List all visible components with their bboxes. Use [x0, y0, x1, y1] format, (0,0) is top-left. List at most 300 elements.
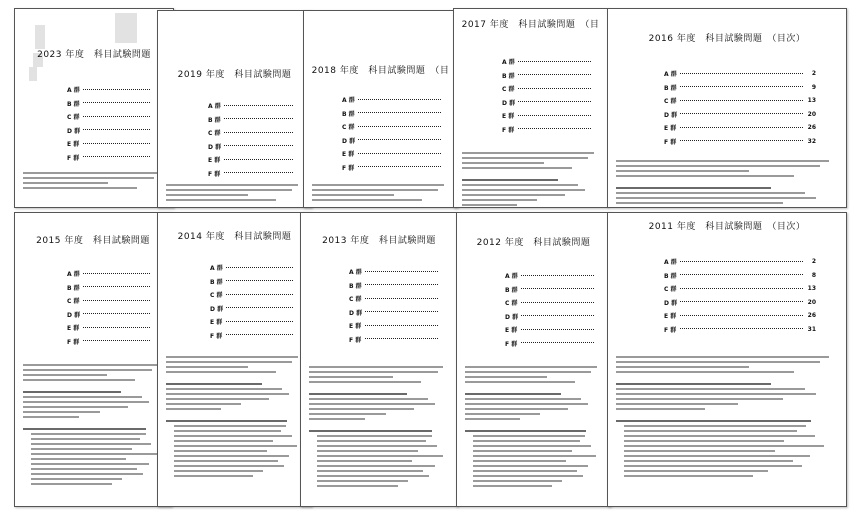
toc-row — [342, 120, 454, 134]
document-page-2019 — [157, 10, 312, 208]
toc-group-label: E 群 — [67, 141, 80, 149]
toc-group-label: B 群 — [664, 84, 677, 92]
toc-row — [208, 167, 306, 181]
fine-print-line — [616, 356, 829, 358]
document-page-2015 — [14, 212, 172, 507]
toc-leader-dots — [518, 74, 591, 75]
toc-leader-dots — [680, 315, 803, 316]
toc-leader-dots — [224, 105, 293, 106]
fine-print-line — [31, 443, 151, 445]
toc-group-label: C 群 — [208, 130, 221, 138]
page-title: 2019 年度 科目試験問題 — [177, 70, 292, 80]
toc-leader-dots — [365, 325, 438, 326]
toc-leader-dots — [358, 153, 441, 154]
toc-row — [664, 255, 816, 269]
toc-leader-dots — [83, 313, 150, 314]
fine-print-line — [317, 470, 423, 472]
toc-leader-dots — [83, 102, 150, 103]
toc-page-number: 13 — [807, 285, 816, 293]
fine-print-line — [309, 366, 443, 368]
fine-print-line — [616, 366, 749, 368]
toc-row — [342, 107, 454, 121]
document-page-2018 — [303, 10, 458, 208]
toc-row — [208, 99, 306, 113]
toc-page-number: 31 — [807, 325, 816, 333]
toc-group-label: C 群 — [67, 298, 80, 306]
fine-print-line — [23, 379, 135, 381]
fine-print-line — [23, 401, 149, 403]
toc-group-label: F 群 — [664, 138, 677, 146]
toc-leader-dots — [365, 284, 438, 285]
table-of-contents — [502, 55, 604, 136]
toc-leader-dots — [521, 342, 594, 343]
toc-leader-dots — [83, 327, 150, 328]
fine-print-line — [174, 430, 281, 432]
toc-group-label: E 群 — [67, 325, 80, 333]
toc-group-label: E 群 — [505, 327, 518, 335]
fine-print-line — [312, 199, 422, 201]
fine-print-line — [312, 189, 438, 191]
fine-print-line — [309, 430, 432, 432]
page-title: 2014 年度 科目試験問題 — [177, 232, 292, 242]
toc-row — [664, 67, 816, 81]
toc-row — [502, 109, 604, 123]
toc-leader-dots — [521, 329, 594, 330]
fine-print-line — [166, 366, 248, 368]
toc-group-label: A 群 — [502, 59, 515, 67]
table-of-contents — [664, 255, 816, 336]
toc-leader-dots — [521, 275, 594, 276]
toc-leader-dots — [680, 140, 803, 141]
toc-row — [664, 296, 816, 310]
fine-print-line — [465, 371, 591, 373]
toc-row — [664, 323, 816, 337]
fine-print-line — [166, 420, 287, 422]
fine-print-line — [23, 406, 128, 408]
fine-print-line — [624, 430, 797, 432]
toc-group-label: A 群 — [505, 273, 518, 281]
fine-print-line — [23, 187, 137, 189]
toc-leader-dots — [226, 321, 293, 322]
toc-row — [67, 124, 163, 138]
fine-print-notes — [23, 169, 165, 199]
fine-print-line — [317, 485, 398, 487]
toc-row — [67, 151, 163, 165]
fine-print-line — [473, 450, 572, 452]
toc-page-number: 26 — [807, 124, 816, 132]
toc-group-label: D 群 — [67, 127, 81, 135]
toc-row — [342, 93, 454, 107]
toc-leader-dots — [83, 143, 150, 144]
fine-print-line — [174, 460, 278, 462]
toc-row — [349, 279, 451, 293]
fine-print-line — [317, 440, 426, 442]
toc-group-label: E 群 — [502, 113, 515, 121]
fine-print-line — [465, 381, 575, 383]
fine-print-line — [616, 398, 783, 400]
toc-group-label: B 群 — [208, 116, 221, 124]
toc-row — [67, 321, 163, 335]
scan-artifact — [115, 13, 137, 43]
toc-leader-dots — [83, 89, 150, 90]
toc-leader-dots — [680, 301, 803, 302]
toc-leader-dots — [365, 271, 438, 272]
table-of-contents — [208, 99, 306, 180]
fine-print-line — [166, 356, 298, 358]
fine-print-notes — [462, 149, 599, 208]
fine-print-line — [462, 152, 594, 154]
fine-print-line — [473, 470, 577, 472]
toc-leader-dots — [358, 112, 441, 113]
toc-group-label: B 群 — [67, 284, 80, 292]
toc-page-number: 2 — [811, 258, 816, 266]
fine-print-line — [166, 393, 289, 395]
toc-leader-dots — [365, 298, 438, 299]
fine-print-line — [624, 470, 768, 472]
fine-print-line — [174, 470, 263, 472]
fine-print-line — [31, 448, 132, 450]
toc-group-label: F 群 — [664, 326, 677, 334]
toc-leader-dots — [358, 126, 441, 127]
fine-print-line — [312, 194, 394, 196]
document-page-2023 — [14, 8, 174, 208]
toc-row — [67, 110, 163, 124]
toc-row — [67, 308, 163, 322]
toc-group-label: E 群 — [664, 313, 677, 321]
fine-print-notes — [616, 353, 838, 480]
toc-row — [342, 147, 454, 161]
fine-print-line — [616, 192, 805, 194]
toc-leader-dots — [226, 280, 293, 281]
toc-leader-dots — [358, 166, 441, 167]
fine-print-line — [166, 199, 276, 201]
fine-print-line — [462, 162, 544, 164]
toc-group-label: A 群 — [664, 259, 677, 267]
toc-group-label: D 群 — [664, 111, 678, 119]
fine-print-line — [465, 393, 561, 395]
fine-print-line — [31, 463, 149, 465]
toc-row — [342, 161, 454, 175]
fine-print-line — [624, 460, 793, 462]
fine-print-line — [23, 428, 146, 430]
fine-print-line — [462, 194, 565, 196]
page-title: 2023 年度 科目試験問題 — [37, 50, 151, 60]
toc-leader-dots — [226, 294, 293, 295]
document-page-2017 — [453, 8, 608, 208]
fine-print-line — [462, 199, 537, 201]
fine-print-line — [23, 411, 100, 413]
toc-row — [208, 113, 306, 127]
fine-print-line — [624, 445, 824, 447]
fine-print-line — [309, 418, 365, 420]
fine-print-line — [616, 408, 705, 410]
fine-print-line — [473, 455, 596, 457]
fine-print-line — [616, 420, 811, 422]
toc-leader-dots — [83, 273, 150, 274]
toc-leader-dots — [83, 340, 150, 341]
toc-row — [210, 261, 306, 275]
fine-print-notes — [23, 361, 163, 488]
fine-print-line — [166, 403, 241, 405]
toc-page-number: 20 — [807, 110, 816, 118]
fine-print-line — [23, 364, 157, 366]
fine-print-line — [465, 430, 586, 432]
fine-print-line — [616, 371, 794, 373]
fine-print-line — [473, 475, 583, 477]
toc-group-label: B 群 — [342, 110, 355, 118]
toc-leader-dots — [680, 73, 803, 74]
fine-print-line — [166, 398, 269, 400]
document-page-2016 — [607, 8, 847, 208]
toc-group-label: D 群 — [502, 99, 516, 107]
fine-print-line — [31, 473, 143, 475]
toc-row — [208, 140, 306, 154]
fine-print-line — [166, 371, 276, 373]
toc-group-label: B 群 — [505, 286, 518, 294]
toc-row — [210, 315, 306, 329]
fine-print-line — [31, 438, 140, 440]
fine-print-line — [23, 391, 121, 393]
fine-print-line — [616, 207, 738, 208]
toc-row — [342, 134, 454, 148]
fine-print-line — [31, 468, 137, 470]
fine-print-line — [624, 435, 815, 437]
toc-row — [664, 108, 816, 122]
scan-artifact — [29, 67, 37, 81]
fine-print-line — [462, 184, 578, 186]
toc-row — [210, 275, 306, 289]
toc-row — [664, 121, 816, 135]
toc-row — [502, 96, 604, 110]
toc-group-label: A 群 — [67, 271, 80, 279]
page-title: 2016 年度 科目試験問題 （目次） — [648, 34, 806, 44]
fine-print-line — [465, 413, 540, 415]
toc-leader-dots — [680, 274, 803, 275]
fine-print-line — [309, 408, 414, 410]
fine-print-line — [462, 179, 558, 181]
toc-group-label: B 群 — [349, 282, 362, 290]
toc-leader-dots — [518, 88, 591, 89]
fine-print-line — [616, 187, 771, 189]
toc-leader-dots — [224, 118, 293, 119]
fine-print-line — [174, 445, 297, 447]
toc-leader-dots — [224, 159, 293, 160]
toc-leader-dots — [518, 61, 591, 62]
fine-print-line — [473, 445, 591, 447]
table-of-contents — [210, 261, 306, 342]
toc-group-label: E 群 — [210, 319, 223, 327]
toc-group-label: E 群 — [664, 125, 677, 133]
toc-leader-dots — [521, 315, 594, 316]
toc-group-label: B 群 — [210, 278, 223, 286]
toc-row — [505, 296, 607, 310]
toc-row — [502, 123, 604, 137]
toc-row — [502, 82, 604, 96]
fine-print-line — [624, 450, 775, 452]
toc-page-number: 9 — [811, 83, 816, 91]
toc-group-label: C 群 — [502, 86, 515, 94]
fine-print-line — [317, 475, 429, 477]
document-page-2014 — [157, 212, 312, 507]
document-page-2012 — [456, 212, 611, 507]
toc-group-label: D 群 — [67, 311, 81, 319]
page-title: 2015 年度 科目試験問題 — [36, 236, 150, 246]
toc-leader-dots — [83, 129, 150, 130]
fine-print-line — [317, 480, 408, 482]
toc-group-label: C 群 — [342, 124, 355, 132]
toc-page-number: 20 — [807, 298, 816, 306]
document-page-2011 — [607, 212, 847, 507]
fine-print-line — [31, 478, 122, 480]
toc-leader-dots — [83, 286, 150, 287]
fine-print-line — [473, 485, 552, 487]
fine-print-line — [317, 455, 443, 457]
toc-leader-dots — [226, 267, 293, 268]
toc-row — [210, 288, 306, 302]
toc-row — [67, 267, 163, 281]
toc-group-label: C 群 — [210, 292, 223, 300]
fine-print-line — [616, 160, 829, 162]
fine-print-line — [616, 175, 794, 177]
fine-print-line — [473, 440, 580, 442]
fine-print-line — [462, 189, 585, 191]
toc-leader-dots — [680, 127, 803, 128]
table-of-contents — [349, 265, 451, 346]
toc-group-label: D 群 — [342, 137, 356, 145]
table-of-contents — [664, 67, 816, 148]
toc-group-label: F 群 — [342, 164, 355, 172]
toc-row — [664, 94, 816, 108]
fine-print-line — [473, 460, 566, 462]
toc-row — [664, 309, 816, 323]
fine-print-line — [465, 376, 547, 378]
toc-row — [67, 97, 163, 111]
toc-row — [67, 335, 163, 349]
toc-group-label: A 群 — [208, 103, 221, 111]
fine-print-notes — [465, 363, 602, 490]
toc-group-label: C 群 — [664, 286, 677, 294]
toc-group-label: A 群 — [664, 71, 677, 79]
toc-row — [664, 135, 816, 149]
toc-row — [505, 337, 607, 351]
toc-leader-dots — [680, 288, 803, 289]
fine-print-line — [473, 435, 585, 437]
toc-leader-dots — [521, 302, 594, 303]
toc-row — [349, 306, 451, 320]
toc-group-label: B 群 — [502, 72, 515, 80]
toc-page-number: 13 — [807, 97, 816, 105]
toc-row — [67, 83, 163, 97]
fine-print-line — [166, 184, 298, 186]
fine-print-line — [174, 465, 284, 467]
toc-leader-dots — [680, 86, 803, 87]
fine-print-line — [616, 383, 771, 385]
toc-leader-dots — [680, 100, 803, 101]
fine-print-line — [465, 398, 581, 400]
fine-print-line — [616, 165, 820, 167]
fine-print-line — [616, 361, 820, 363]
toc-group-label: D 群 — [210, 305, 224, 313]
fine-print-line — [23, 182, 108, 184]
toc-leader-dots — [226, 334, 293, 335]
toc-row — [505, 323, 607, 337]
toc-row — [349, 319, 451, 333]
toc-group-label: B 群 — [664, 272, 677, 280]
fine-print-line — [473, 480, 562, 482]
fine-print-line — [317, 465, 435, 467]
fine-print-line — [616, 197, 816, 199]
fine-print-line — [624, 455, 810, 457]
page-title: 2013 年度 科目試験問題 — [322, 236, 436, 246]
toc-group-label: F 群 — [502, 126, 515, 134]
toc-leader-dots — [518, 115, 591, 116]
toc-leader-dots — [83, 300, 150, 301]
toc-row — [208, 153, 306, 167]
toc-row — [505, 269, 607, 283]
toc-leader-dots — [518, 101, 591, 102]
toc-row — [210, 302, 306, 316]
fine-print-line — [462, 167, 572, 169]
toc-group-label: A 群 — [210, 265, 223, 273]
page-title: 2012 年度 科目試験問題 — [476, 238, 591, 248]
fine-print-line — [23, 396, 142, 398]
fine-print-line — [624, 465, 802, 467]
toc-group-label: D 群 — [208, 143, 222, 151]
toc-row — [664, 81, 816, 95]
fine-print-line — [166, 361, 292, 363]
fine-print-line — [166, 408, 221, 410]
fine-print-line — [317, 460, 412, 462]
fine-print-line — [309, 393, 407, 395]
toc-group-label: F 群 — [208, 170, 221, 178]
toc-row — [349, 292, 451, 306]
toc-group-label: F 群 — [67, 154, 80, 162]
fine-print-line — [174, 435, 292, 437]
toc-leader-dots — [365, 338, 438, 339]
fine-print-line — [465, 366, 597, 368]
toc-row — [502, 55, 604, 69]
fine-print-line — [174, 475, 253, 477]
toc-leader-dots — [358, 139, 441, 140]
toc-group-label: C 群 — [349, 296, 362, 304]
fine-print-line — [309, 403, 435, 405]
toc-group-label: C 群 — [505, 300, 518, 308]
toc-row — [664, 282, 816, 296]
fine-print-line — [174, 440, 273, 442]
fine-print-notes — [312, 181, 449, 208]
toc-leader-dots — [224, 172, 293, 173]
fine-print-line — [174, 450, 267, 452]
table-of-contents — [67, 83, 163, 164]
toc-row — [502, 69, 604, 83]
toc-row — [349, 333, 451, 347]
fine-print-line — [23, 369, 152, 371]
toc-group-label: C 群 — [67, 114, 80, 122]
toc-row — [664, 269, 816, 283]
toc-row — [208, 126, 306, 140]
toc-group-label: A 群 — [342, 97, 355, 105]
fine-print-line — [23, 416, 79, 418]
fine-print-line — [31, 453, 157, 455]
toc-group-label: F 群 — [505, 340, 518, 348]
fine-print-line — [31, 483, 112, 485]
toc-leader-dots — [358, 99, 441, 100]
toc-group-label: E 群 — [349, 323, 362, 331]
toc-group-label: D 群 — [505, 313, 519, 321]
fine-print-line — [309, 371, 438, 373]
fine-print-line — [166, 388, 282, 390]
fine-print-line — [309, 398, 428, 400]
